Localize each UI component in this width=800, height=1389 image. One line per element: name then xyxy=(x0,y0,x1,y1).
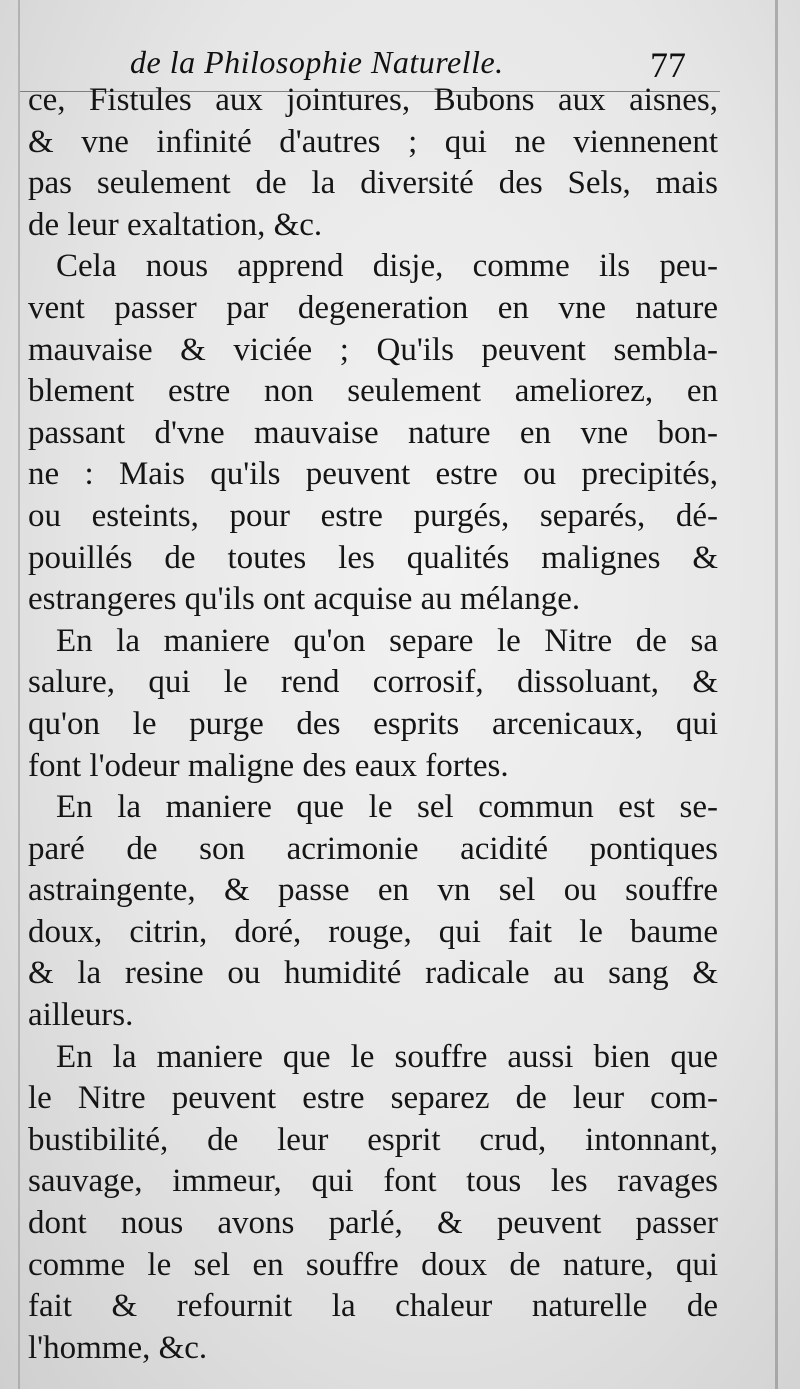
text-line: estrangeres qu'ils ont acquise au mélange. xyxy=(28,581,581,618)
text-line: Cela nous apprend disje, comme ils peu- xyxy=(56,248,718,285)
text-line: ailleurs. xyxy=(28,997,134,1034)
text-line: pas seulement de la diversité des Sels, mais xyxy=(28,165,718,202)
page-edge-right xyxy=(775,0,778,1389)
text-line: blement estre non seulement ameliorez, en xyxy=(28,373,718,410)
text-line: pouillés de toutes les qualités malignes & xyxy=(28,539,718,576)
running-title: de la Philosophie Naturelle. xyxy=(130,44,504,80)
text-line: dont nous avons parlé, & peuvent passer xyxy=(28,1205,718,1242)
text-line: comme le sel en souffre doux de nature, qui xyxy=(28,1246,718,1283)
text-line: paré de son acrimonie acidité pontiques xyxy=(28,830,718,867)
body-text xyxy=(28,80,718,1369)
text-line: vent passer par degeneration en vne nature xyxy=(28,289,718,326)
text-line: le Nitre peuvent estre separez de leur com- xyxy=(28,1080,718,1117)
text-line: salure, qui le rend corrosif, dissoluant, & xyxy=(28,664,718,701)
page-number: 77 xyxy=(650,45,686,85)
text-line: l'homme, &c. xyxy=(28,1329,208,1366)
text-line: fait & refournit la chaleur naturelle de xyxy=(28,1288,718,1325)
text-line: & vne infinité d'autres ; qui ne viennenent xyxy=(28,123,718,160)
text-line: En la maniere que le souffre aussi bien que xyxy=(56,1038,718,1075)
text-line: ne : Mais qu'ils peuvent estre ou precipités, xyxy=(28,456,718,493)
text-line: En la maniere qu'on separe le Nitre de sa xyxy=(56,622,718,659)
text-line: ce, Fistules aux jointures, Bubons aux aisnes, xyxy=(28,82,718,118)
page-edge-left xyxy=(18,0,20,1389)
text-line: sauvage, immeur, qui font tous les ravages xyxy=(28,1163,718,1200)
text-line: mauvaise & viciée ; Qu'ils peuvent sembla- xyxy=(28,331,718,368)
text-line: passant d'vne mauvaise nature en vne bon- xyxy=(28,414,718,451)
text-line: font l'odeur maligne des eaux fortes. xyxy=(28,747,509,784)
text-line: doux, citrin, doré, rouge, qui fait le baume xyxy=(28,913,718,950)
text-line: de leur exaltation, &c. xyxy=(28,206,323,243)
text-line: & la resine ou humidité radicale au sang & xyxy=(28,955,718,992)
text-line: qu'on le purge des esprits arcenicaux, qui xyxy=(28,705,718,742)
text-line: ou esteints, pour estre purgés, separés, dé- xyxy=(28,497,718,534)
text-line: En la maniere que le sel commun est se- xyxy=(56,789,718,826)
text-line: astraingente, & passe en vn sel ou souffre xyxy=(28,872,718,909)
text-line: bustibilité, de leur esprit crud, intonnant, xyxy=(28,1121,718,1158)
